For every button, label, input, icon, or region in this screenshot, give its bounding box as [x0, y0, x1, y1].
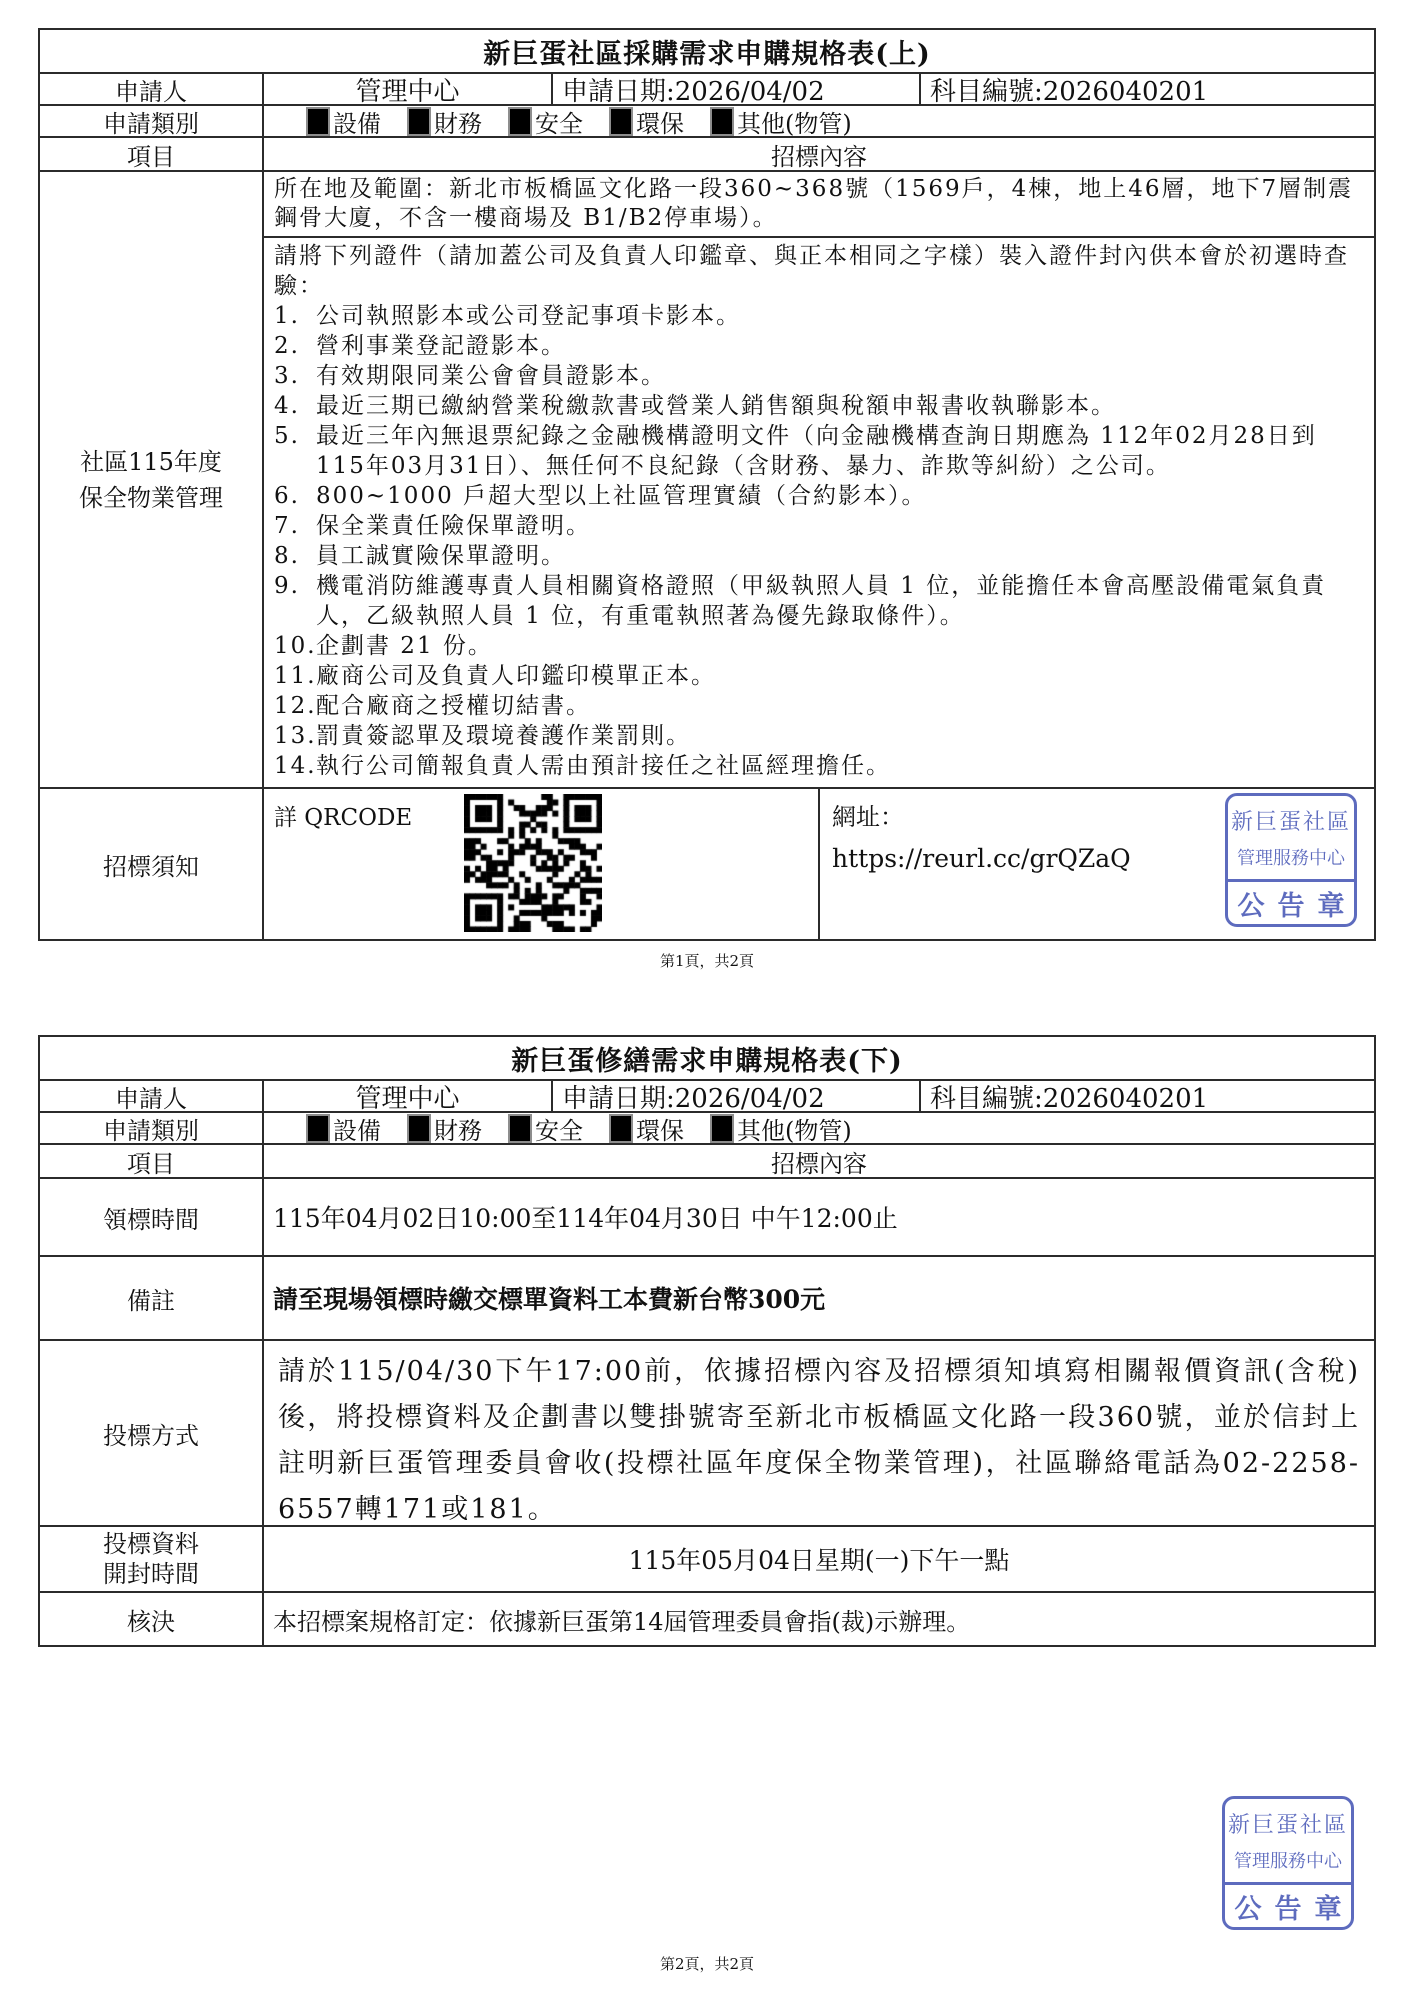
category-options [262, 106, 1374, 136]
bid-method-label: 投標方式 [103, 1421, 199, 1450]
category-option [508, 106, 583, 136]
doc-item: 營利事業登記證影本。 [316, 333, 566, 359]
item-label-2: 項目 [127, 1149, 175, 1177]
approval-row [40, 1591, 1374, 1645]
doc-item: 執行公司簡報負責人需由預計接任之社區經理擔任。 [316, 753, 891, 779]
category-option [407, 106, 482, 136]
form-table-page2 [38, 1035, 1376, 1647]
notice-label: 招標須知 [103, 852, 199, 881]
subject-code-2: 科目編號:2026040201 [919, 1081, 1374, 1111]
doc-item: 有效期限同業公會會員證影本。 [316, 363, 666, 389]
doc-item: 機電消防維護專責人員相關資格證照（甲級執照人員 1 位，並能擔任本會高壓設備電氣負責人，乙級執照人員 1 位，有重電執照著為優先錄取條件）。 [316, 573, 1327, 629]
doc-item: 最近三期已繳納營業稅繳款書或營業人銷售額與稅額申報書收執聯影本。 [316, 393, 1116, 419]
checkbox-filled-icon[interactable] [306, 1114, 330, 1143]
opening-time-value: 115年05月04日星期(一)下午一點 [262, 1527, 1374, 1591]
applicant-row [40, 72, 1374, 104]
stamp-line3-2: 公告章 [1234, 1893, 1355, 1925]
category-option [609, 106, 684, 136]
notice-row [40, 787, 1374, 939]
category-option [710, 1113, 852, 1143]
url-label: 網址： [832, 803, 904, 831]
bid-method-value: 請於115/04/30下午17:00前，依據招標內容及招標須知填寫相關報價資訊(含稅)後，將投標資料及企劃書以雙掛號寄至新北市板橋區文化路一段360號，並於信封上註明新巨蛋管理委員會收(投標社區年度保全物業管理)，社區聯絡電話為02-2258-6557轉171或181。 [262, 1341, 1374, 1525]
stamp-line1-2: 新巨蛋社區 [1227, 1812, 1348, 1838]
project-label-line1: 社區115年度 [80, 447, 222, 476]
category-option-label: 設備 [333, 109, 381, 136]
bid-method-row [40, 1339, 1374, 1525]
doc-items-list [274, 301, 1364, 781]
category-option [710, 106, 852, 136]
checkbox-filled-icon[interactable] [407, 107, 431, 136]
category-option [407, 1113, 482, 1143]
remark-label: 備註 [127, 1286, 175, 1315]
category-row-2 [40, 1111, 1374, 1143]
category-option [508, 1113, 583, 1143]
project-label-cell [40, 172, 262, 787]
project-row [40, 170, 1374, 787]
doc-item: 罰責簽認單及環境養護作業罰則。 [316, 723, 691, 749]
docs-intro: 請將下列證件（請加蓋公司及負責人印鑑章、與正本相同之字樣）裝入證件封內供本會於初選時查驗： [274, 243, 1349, 299]
category-option-label: 財務 [434, 109, 482, 136]
category-option-label: 其他(物管) [737, 1116, 852, 1143]
doc-item: 保全業責任險保單證明。 [316, 513, 591, 539]
url-cell [818, 789, 1374, 939]
opening-time-label: 投標資料開封時間 [103, 1530, 199, 1588]
announcement-stamp-2 [1222, 1796, 1354, 1930]
application-date: 申請日期:2026/04/02 [551, 74, 919, 104]
doc-item: 800~1000 戶超大型以上社區管理實績（合約影本）。 [316, 483, 927, 509]
remark-value: 請至現場領標時繳交標單資料工本費新台幣300元 [262, 1257, 1374, 1339]
applicant-label-2: 申請人 [115, 1084, 187, 1111]
page2-footer: 第2頁，共2頁 [659, 1955, 755, 1973]
pickup-time-label: 領標時間 [103, 1205, 199, 1234]
application-date-2: 申請日期:2026/04/02 [551, 1081, 919, 1111]
checkbox-filled-icon[interactable] [609, 107, 633, 136]
checkbox-filled-icon[interactable] [306, 107, 330, 136]
approval-value: 本招標案規格訂定：依據新巨蛋第14屆管理委員會指(裁)示辦理。 [262, 1593, 1374, 1645]
applicant-value: 管理中心 [262, 74, 551, 104]
content-header: 招標內容 [262, 138, 1374, 170]
opening-time-row [40, 1525, 1374, 1591]
stamp-bottom-2 [1225, 1885, 1355, 1927]
stamp-line3: 公告章 [1237, 890, 1358, 922]
page1-footer: 第1頁，共2頁 [659, 952, 755, 970]
doc-item: 最近三年內無退票紀錄之金融機構證明文件（向金融機構查詢日期應為 112年02月28日到 115年03月31日）、無任何不良紀錄（含財務、暴力、詐欺等糾紛）之公司。 [316, 423, 1317, 479]
checkbox-filled-icon[interactable] [710, 1114, 734, 1143]
form2-title: 新巨蛋修繕需求申購規格表(下) [511, 1045, 903, 1077]
doc-item: 配合廠商之授權切結書。 [316, 693, 591, 719]
pickup-time-row [40, 1177, 1374, 1255]
qr-code [464, 794, 602, 932]
opening-time-label-cell [40, 1527, 262, 1591]
category-option-label: 環保 [636, 1116, 684, 1143]
project-label-line2: 保全物業管理 [79, 483, 223, 512]
applicant-label: 申請人 [115, 77, 187, 104]
checkbox-filled-icon[interactable] [508, 1114, 532, 1143]
category-option-label: 環保 [636, 109, 684, 136]
approval-label: 核決 [127, 1607, 175, 1636]
doc-item: 公司執照影本或公司登記事項卡影本。 [316, 303, 741, 329]
qr-caption: 詳 QRCODE [274, 805, 413, 831]
qr-cell [262, 789, 818, 939]
required-documents [264, 238, 1374, 781]
form1-title: 新巨蛋社區採購需求申購規格表(上) [483, 38, 931, 70]
location-scope: 所在地及範圍：新北市板橋區文化路一段360~368號（1569戶，4棟，地上46層，地下7層制震鋼骨大廈，不含一樓商場及 B1/B2停車場）。 [264, 172, 1374, 238]
checkbox-filled-icon[interactable] [407, 1114, 431, 1143]
stamp-line1: 新巨蛋社區 [1230, 809, 1351, 835]
category-option-label: 設備 [333, 1116, 381, 1143]
notice-url[interactable]: https://reurl.cc/grQZaQ [832, 844, 1131, 873]
category-options-2 [262, 1113, 1374, 1143]
stamp-top-2 [1225, 1799, 1351, 1885]
category-option-label: 財務 [434, 1116, 482, 1143]
project-content-cell [262, 172, 1374, 787]
doc-item: 廠商公司及負責人印鑑印模單正本。 [316, 663, 716, 689]
subject-code: 科目編號:2026040201 [919, 74, 1374, 104]
category-option-label: 安全 [535, 109, 583, 136]
pickup-time-value: 115年04月02日10:00至114年04月30日 中午12:00止 [262, 1179, 1374, 1255]
category-option [306, 1113, 381, 1143]
item-label: 項目 [127, 142, 175, 170]
checkbox-filled-icon[interactable] [609, 1114, 633, 1143]
category-label-2: 申請類別 [103, 1116, 199, 1143]
category-option-label: 安全 [535, 1116, 583, 1143]
stamp-line2: 管理服務中心 [1237, 848, 1345, 870]
applicant-value-2: 管理中心 [262, 1081, 551, 1111]
applicant-row-2 [40, 1079, 1374, 1111]
doc-item: 企劃書 21 份。 [316, 633, 493, 659]
stamp-line2-2: 管理服務中心 [1234, 1851, 1342, 1873]
content-header-2: 招標內容 [262, 1145, 1374, 1177]
category-row [40, 104, 1374, 136]
category-option [609, 1113, 684, 1143]
checkbox-filled-icon[interactable] [508, 107, 532, 136]
item-header-row [40, 136, 1374, 170]
form-table-page1 [38, 28, 1376, 941]
category-label: 申請類別 [103, 109, 199, 136]
category-option [306, 106, 381, 136]
category-option-label: 其他(物管) [737, 109, 852, 136]
doc-item: 員工誠實險保單證明。 [316, 543, 566, 569]
remark-row [40, 1255, 1374, 1339]
checkbox-filled-icon[interactable] [710, 107, 734, 136]
item-header-row-2 [40, 1143, 1374, 1177]
